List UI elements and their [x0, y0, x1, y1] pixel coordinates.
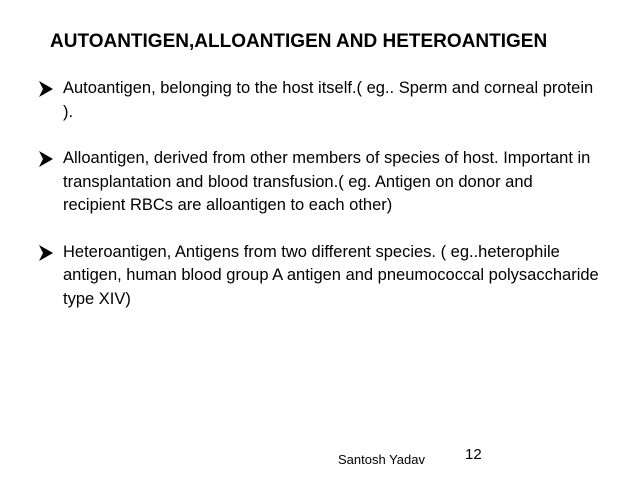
arrowhead-bullet-icon — [39, 81, 53, 97]
arrowhead-bullet-icon — [39, 245, 53, 261]
bullet-text: Autoantigen, belonging to the host itself.( eg.. Sperm and corneal protein ). — [63, 79, 594, 121]
arrowhead-bullet-icon — [39, 151, 53, 167]
bullet-text: Heteroantigen, Antigens from two different species. ( eg..heterophile antigen, human blood group A antigen and pneumococcal polysaccharide type XIV) — [63, 242, 599, 308]
footer-author: Santosh Yadav — [338, 452, 425, 467]
bullet-item-alloantigen — [39, 147, 599, 218]
bullet-list — [39, 77, 599, 311]
page-number: 12 — [465, 446, 482, 463]
bullet-item-heteroantigen — [39, 241, 599, 312]
slide-title: AUTOANTIGEN,ALLOANTIGEN AND HETEROANTIGEN — [50, 31, 548, 52]
bullet-text: Alloantigen, derived from other members of species of host. Important in transplantation and blood transfusion.( eg. Antigen on donor and recipient RBCs are alloantigen to each other) — [63, 149, 591, 214]
bullet-item-autoantigen — [39, 77, 599, 124]
